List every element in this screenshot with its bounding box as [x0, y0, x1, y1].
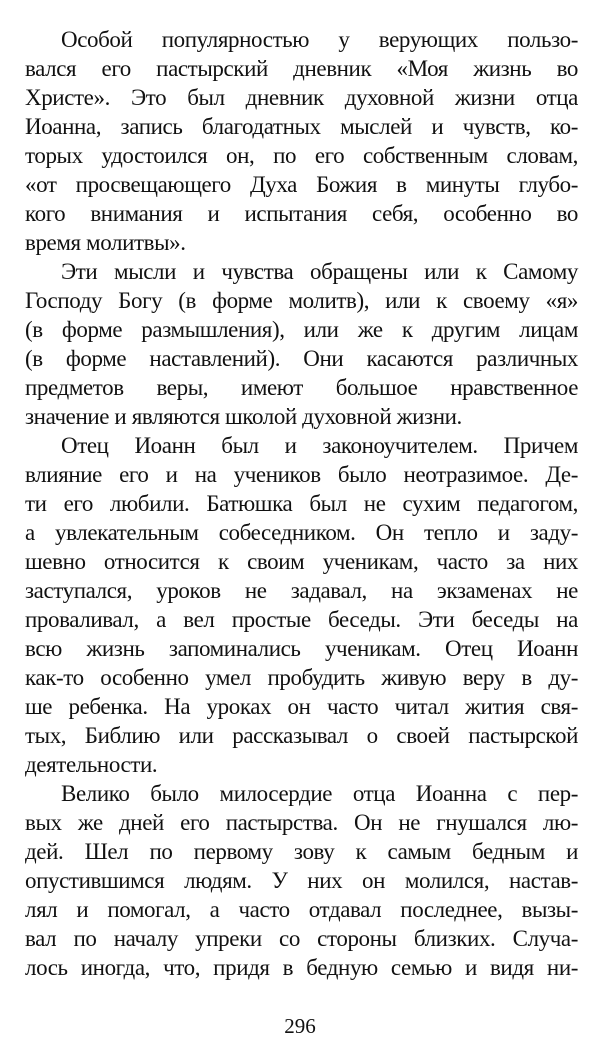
- paragraph: [25, 431, 578, 779]
- text-line: проваливал, а вел простые беседы. Эти беседы на: [25, 607, 578, 632]
- text-line: шевно относится к своим ученикам, часто за них: [25, 549, 578, 574]
- text-line: Велико было милосердие отца Иоанна с пер-: [61, 781, 578, 806]
- text-line: ти его любили. Батюшка был не сухим педагогом,: [25, 491, 578, 516]
- page-body: [25, 25, 578, 982]
- text-line: кого внимания и испытания себя, особенно во: [25, 201, 578, 226]
- text-line: «от просвещающего Духа Божия в минуты глубо-: [25, 172, 578, 197]
- text-line: всю жизнь запоминались ученикам. Отец Иоанн: [25, 636, 578, 661]
- text-line: влияние его и на учеников было неотразимое. Де-: [25, 462, 578, 487]
- text-line: деятельности.: [25, 752, 158, 777]
- text-line: лось иногда, что, придя в бедную семью и видя ни-: [25, 955, 578, 980]
- text-line: опустившимся людям. У них он молился, настав-: [25, 868, 578, 893]
- text-line: торых удостоился он, по его собственным словам,: [25, 143, 578, 168]
- page-number: 296: [284, 1014, 316, 1038]
- text-line: (в форме размышления), или же к другим лицам: [25, 317, 578, 342]
- paragraph: [25, 25, 578, 257]
- text-line: заступался, уроков не задавал, на экзаменах не: [25, 578, 578, 603]
- text-line: ше ребенка. На уроках он часто читал жития свя-: [25, 694, 578, 719]
- text-line: Господу Богу (в форме молитв), или к своему «я»: [25, 288, 578, 313]
- text-line: вался его пастырский дневник «Моя жизнь во: [25, 56, 578, 81]
- text-line: Иоанна, запись благодатных мыслей и чувств, ко-: [25, 114, 578, 139]
- text-line: Особой популярностью у верующих пользо-: [61, 27, 578, 52]
- text-line: вых же дней его пастырства. Он не гнушался лю-: [25, 810, 578, 835]
- text-line: время молитвы».: [25, 230, 186, 255]
- text-line: дей. Шел по первому зову к самым бедным и: [25, 839, 578, 864]
- text-line: Отец Иоанн был и законоучителем. Причем: [61, 433, 578, 458]
- text-line: (в форме наставлений). Они касаются различных: [25, 346, 578, 371]
- text-line: предметов веры, имеют большое нравственное: [25, 375, 578, 400]
- text-line: лял и помогал, а часто отдавал последнее, вызы-: [25, 897, 578, 922]
- paragraph: [25, 779, 578, 982]
- text-line: а увлекательным собеседником. Он тепло и заду-: [25, 520, 578, 545]
- text-line: Эти мысли и чувства обращены или к Самому: [61, 259, 578, 284]
- text-line: Христе». Это был дневник духовной жизни отца: [25, 85, 578, 110]
- paragraph: [25, 257, 578, 431]
- text-line: как-то особенно умел пробудить живую веру в ду-: [25, 665, 578, 690]
- text-line: вал по началу упреки со стороны близких. Случа-: [25, 926, 578, 951]
- text-line: тых, Библию или рассказывал о своей пастырской: [25, 723, 578, 748]
- text-line: значение и являются школой духовной жизни.: [25, 404, 462, 429]
